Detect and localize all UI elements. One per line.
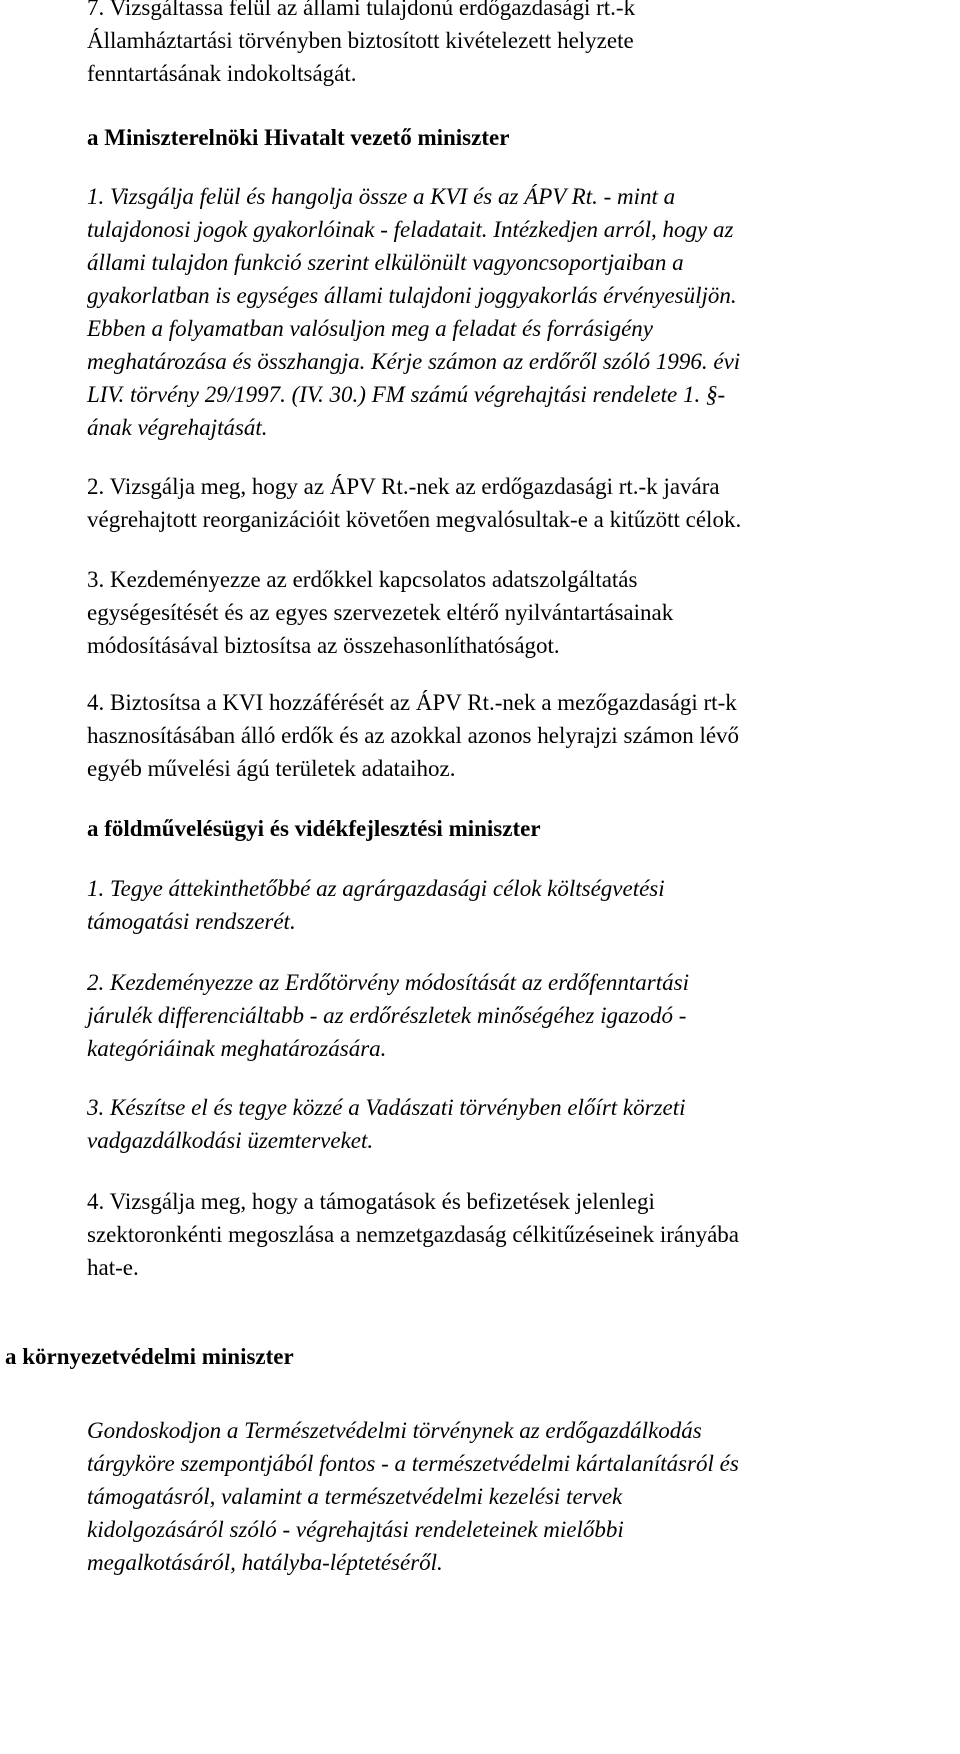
text-line: egységesítését és az egyes szervezetek eltérő nyilvántartásainak xyxy=(87,600,674,625)
text-line: támogatási rendszerét. xyxy=(87,909,296,934)
text-line: hasznosításában álló erdők és az azokkal azonos helyrajzi számon lévő xyxy=(87,723,740,748)
fm-item-2-paragraph xyxy=(87,966,943,1065)
text-line: Ebben a folyamatban valósuljon meg a feladat és forrásigény xyxy=(87,316,653,341)
text-line: Államháztartási törvényben biztosított kivételezett helyzete xyxy=(87,28,634,53)
text-line: szektoronkénti megoszlása a nemzetgazdaság célkitűzéseinek irányába xyxy=(87,1222,740,1247)
heading-text: a környezetvédelmi miniszter xyxy=(5,1344,294,1369)
text-line: 4. Vizsgálja meg, hogy a támogatások és befizetések jelenlegi xyxy=(87,1189,655,1214)
text-line: tulajdonosi jogok gyakorlóinak - feladatait. Intézkedjen arról, hogy az xyxy=(87,217,734,242)
text-line: 1. Vizsgálja felül és hangolja össze a KVI és az ÁPV Rt. - mint a xyxy=(87,184,676,209)
text-line: 2. Kezdeményezze az Erdőtörvény módosítását az erdőfenntartási xyxy=(87,970,689,995)
text-line: 3. Készítse el és tegye közzé a Vadászati törvényben előírt körzeti xyxy=(87,1095,686,1120)
text-line: állami tulajdon funkció szerint elkülönült vagyoncsoportjaiban a xyxy=(87,250,684,275)
text-line: Gondoskodjon a Természetvédelmi törvénynek az erdőgazdálkodás xyxy=(87,1418,702,1443)
mh-item-3-paragraph xyxy=(87,563,943,662)
text-line: támogatásról, valamint a természetvédelmi kezelési tervek xyxy=(87,1484,623,1509)
text-line: 4. Biztosítsa a KVI hozzáférését az ÁPV Rt.-nek a mezőgazdasági rt-k xyxy=(87,690,737,715)
text-line: megalkotásáról, hatályba-léptetéséről. xyxy=(87,1550,443,1575)
heading-text: a földművelésügyi és vidékfejlesztési miniszter xyxy=(87,816,541,841)
text-line: végrehajtott reorganizációit követően megvalósultak-e a kitűzött célok. xyxy=(87,507,742,532)
text-line: LIV. törvény 29/1997. (IV. 30.) FM számú végrehajtási rendelete 1. §- xyxy=(87,382,726,407)
kv-paragraph xyxy=(87,1414,943,1579)
section-heading-foldmuvelesugyi xyxy=(87,812,943,845)
text-line: kidolgozásáról szóló - végrehajtási rendeleteinek mielőbbi xyxy=(87,1517,624,1542)
text-line: 2. Vizsgálja meg, hogy az ÁPV Rt.-nek az erdőgazdasági rt.-k javára xyxy=(87,474,720,499)
text-line: hat-e. xyxy=(87,1255,139,1280)
text-line: 7. Vizsgáltassa felül az állami tulajdonú erdőgazdasági rt.-k xyxy=(87,0,636,20)
mh-item-4-paragraph xyxy=(87,686,943,785)
section-heading-miniszterelnoki xyxy=(87,121,943,154)
item-7-paragraph xyxy=(87,0,943,90)
heading-text: a Miniszterelnöki Hivatalt vezető miniszter xyxy=(87,125,510,150)
mh-item-1-paragraph xyxy=(87,180,943,444)
text-line: egyéb művelési ágú területek adataihoz. xyxy=(87,756,456,781)
text-line: módosításával biztosítsa az összehasonlíthatóságot. xyxy=(87,633,560,658)
text-line: fenntartásának indokoltságát. xyxy=(87,61,357,86)
fm-item-1-paragraph xyxy=(87,872,943,938)
text-line: 3. Kezdeményezze az erdőkkel kapcsolatos adatszolgáltatás xyxy=(87,567,638,592)
text-line: kategóriáinak meghatározására. xyxy=(87,1036,387,1061)
text-line: 1. Tegye áttekinthetőbbé az agrárgazdasági célok költségvetési xyxy=(87,876,665,901)
text-line: tárgyköre szempontjából fontos - a természetvédelmi kártalanításról és xyxy=(87,1451,739,1476)
fm-item-4-paragraph xyxy=(87,1185,943,1284)
text-line: járulék differenciáltabb - az erdőrészletek minőségéhez igazodó - xyxy=(87,1003,687,1028)
text-line: gyakorlatban is egységes állami tulajdoni joggyakorlás érvényesüljön. xyxy=(87,283,737,308)
text-line: ának végrehajtását. xyxy=(87,415,268,440)
text-line: vadgazdálkodási üzemterveket. xyxy=(87,1128,374,1153)
text-line: meghatározása és összhangja. Kérje számon az erdőről szóló 1996. évi xyxy=(87,349,741,374)
section-heading-kornyezetvedelmi xyxy=(5,1340,945,1373)
mh-item-2-paragraph xyxy=(87,470,943,536)
fm-item-3-paragraph xyxy=(87,1091,943,1157)
